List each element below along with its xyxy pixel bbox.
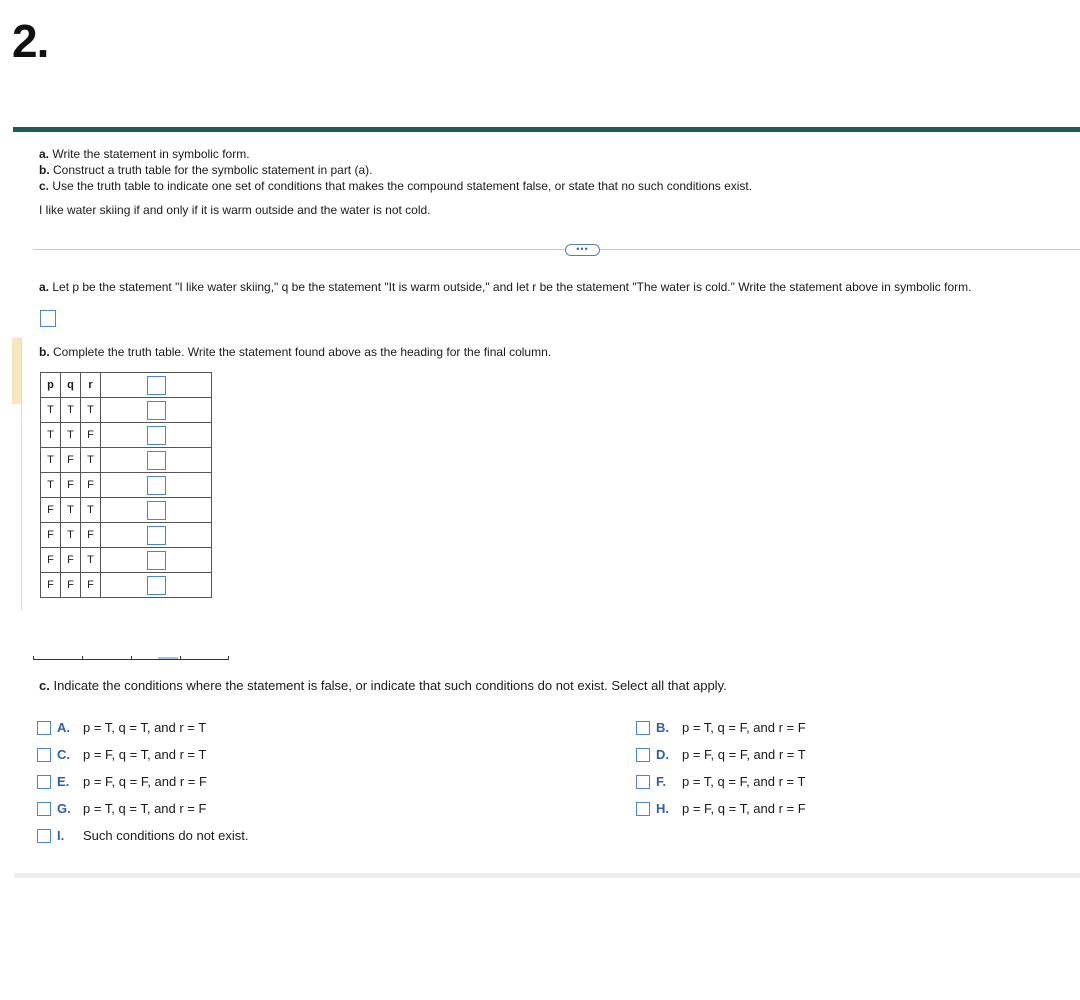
result-input[interactable] xyxy=(147,476,166,495)
option-b[interactable] xyxy=(636,720,806,735)
cell-q: T xyxy=(61,523,81,548)
cell-p: T xyxy=(41,398,61,423)
option-h[interactable] xyxy=(636,801,806,816)
cell-q: F xyxy=(61,473,81,498)
result-cell xyxy=(101,548,212,573)
cell-p: T xyxy=(41,448,61,473)
option-g[interactable] xyxy=(37,801,206,816)
result-cell xyxy=(101,573,212,598)
problem-statement: I like water skiing if and only if it is warm outside and the water is not cold. xyxy=(39,203,431,217)
cell-r: F xyxy=(81,523,101,548)
header-bar xyxy=(13,127,1080,132)
result-input[interactable] xyxy=(147,576,166,595)
result-cell xyxy=(101,523,212,548)
part-b-prompt: b. Complete the truth table. Write the statement found above as the heading for the final column. xyxy=(39,345,552,359)
final-column-heading-cell xyxy=(101,373,212,398)
bottom-divider xyxy=(14,873,1080,878)
result-cell xyxy=(101,398,212,423)
option-text: p = T, q = F, and r = T xyxy=(682,774,806,789)
option-text: p = T, q = T, and r = F xyxy=(83,801,207,816)
option-e[interactable] xyxy=(37,774,207,789)
result-input[interactable] xyxy=(147,526,166,545)
table-row xyxy=(41,548,212,573)
cell-p: F xyxy=(41,548,61,573)
option-letter: A. xyxy=(57,720,70,735)
cell-p: F xyxy=(41,523,61,548)
option-f[interactable] xyxy=(636,774,805,789)
current-part-indicator xyxy=(12,338,21,404)
cell-r: T xyxy=(81,448,101,473)
cell-r: F xyxy=(81,423,101,448)
result-input[interactable] xyxy=(147,501,166,520)
option-i[interactable] xyxy=(37,828,249,843)
checkbox[interactable] xyxy=(636,802,650,816)
mini-scroll-bar xyxy=(33,659,229,660)
option-text: p = F, q = F, and r = T xyxy=(682,747,806,762)
option-text: Such conditions do not exist. xyxy=(83,828,249,843)
cell-q: F xyxy=(61,548,81,573)
checkbox[interactable] xyxy=(636,748,650,762)
cell-p: T xyxy=(41,473,61,498)
table-row xyxy=(41,423,212,448)
option-letter: C. xyxy=(57,747,70,762)
cell-r: F xyxy=(81,473,101,498)
table-row xyxy=(41,398,212,423)
intro-line-c: c. Use the truth table to indicate one set of conditions that makes the compound statement false, or state that no such conditions exist. xyxy=(39,179,753,193)
checkbox[interactable] xyxy=(636,721,650,735)
option-text: p = F, q = F, and r = F xyxy=(83,774,207,789)
result-cell xyxy=(101,473,212,498)
header-q: q xyxy=(61,373,81,398)
checkbox[interactable] xyxy=(37,748,51,762)
table-row xyxy=(41,573,212,598)
intro-line-b: b. Construct a truth table for the symbolic statement in part (a). xyxy=(39,163,373,177)
cell-p: T xyxy=(41,423,61,448)
option-letter: F. xyxy=(656,774,667,789)
cell-r: F xyxy=(81,573,101,598)
option-letter: E. xyxy=(57,774,70,789)
header-p: p xyxy=(41,373,61,398)
option-c[interactable] xyxy=(37,747,206,762)
result-input[interactable] xyxy=(147,401,166,420)
option-text: p = F, q = T, and r = T xyxy=(83,747,207,762)
problem-intro xyxy=(39,146,752,218)
result-input[interactable] xyxy=(147,451,166,470)
cell-q: F xyxy=(61,573,81,598)
cell-q: T xyxy=(61,398,81,423)
truth-table xyxy=(40,372,212,598)
option-text: p = T, q = T, and r = T xyxy=(83,720,207,735)
table-row xyxy=(41,448,212,473)
table-row xyxy=(41,473,212,498)
left-border-line xyxy=(21,338,22,610)
cell-r: T xyxy=(81,498,101,523)
cell-q: T xyxy=(61,498,81,523)
part-a-prompt: a. Let p be the statement "I like water skiing," q be the statement "It is warm outside," and let r be the statement "The water is cold." Write the statement above in symbolic form. xyxy=(39,280,972,294)
option-d[interactable] xyxy=(636,747,806,762)
mini-scroll-thumb[interactable] xyxy=(158,657,178,659)
result-input[interactable] xyxy=(147,551,166,570)
checkbox[interactable] xyxy=(37,721,51,735)
option-letter: B. xyxy=(656,720,669,735)
option-letter: H. xyxy=(656,801,669,816)
cell-r: T xyxy=(81,548,101,573)
option-letter: I. xyxy=(57,828,65,843)
truth-table-header xyxy=(41,373,212,398)
option-text: p = F, q = T, and r = F xyxy=(682,801,806,816)
expand-more-button[interactable]: ••• xyxy=(565,244,600,256)
header-r: r xyxy=(81,373,101,398)
option-a[interactable] xyxy=(37,720,206,735)
table-row xyxy=(41,523,212,548)
checkbox[interactable] xyxy=(37,829,51,843)
symbolic-form-input[interactable] xyxy=(40,310,56,327)
result-input[interactable] xyxy=(147,426,166,445)
part-c-prompt: c. Indicate the conditions where the statement is false, or indicate that such conditions do not exist. Select all that apply. xyxy=(39,678,727,693)
option-letter: G. xyxy=(57,801,71,816)
option-text: p = T, q = F, and r = F xyxy=(682,720,806,735)
checkbox[interactable] xyxy=(37,802,51,816)
final-column-heading-input[interactable] xyxy=(147,376,166,395)
result-cell xyxy=(101,448,212,473)
cell-p: F xyxy=(41,498,61,523)
result-cell xyxy=(101,498,212,523)
intro-line-a: a. Write the statement in symbolic form. xyxy=(39,147,250,161)
cell-r: T xyxy=(81,398,101,423)
table-row xyxy=(41,498,212,523)
section-divider xyxy=(33,249,1080,250)
checkbox[interactable] xyxy=(636,775,650,789)
cell-q: F xyxy=(61,448,81,473)
result-cell xyxy=(101,423,212,448)
cell-p: F xyxy=(41,573,61,598)
question-number: 2. xyxy=(12,15,49,67)
checkbox[interactable] xyxy=(37,775,51,789)
cell-q: T xyxy=(61,423,81,448)
option-letter: D. xyxy=(656,747,669,762)
